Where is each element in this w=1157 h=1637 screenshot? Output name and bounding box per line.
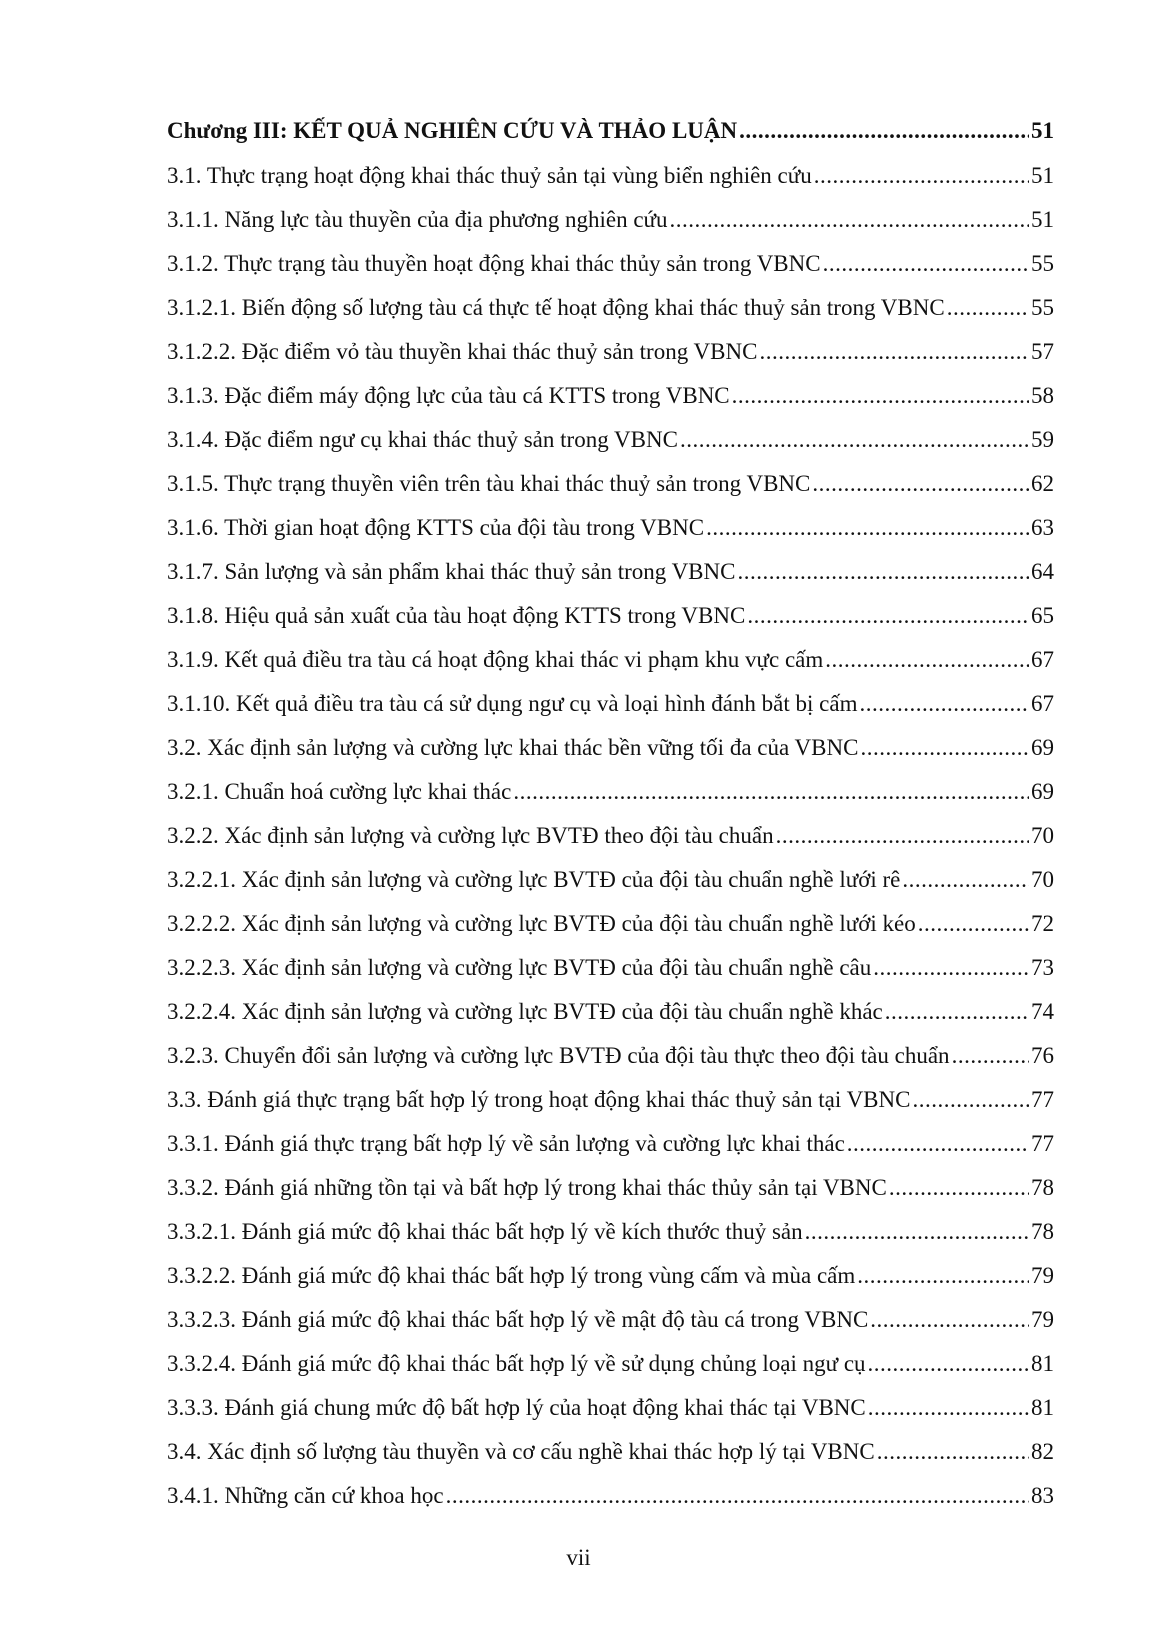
toc-entry-title: 3.4.1. Những căn cứ khoa học — [167, 1483, 444, 1508]
toc-entry[interactable] — [167, 990, 1054, 1034]
toc-entry-title: 3.3.2. Đánh giá những tồn tại và bất hợp lý trong khai thác thủy sản tại VBNC — [167, 1175, 887, 1200]
toc-entry-page: 83 — [1031, 1483, 1054, 1508]
toc-entry-page: 65 — [1031, 603, 1054, 628]
toc-entry-page: 55 — [1031, 295, 1054, 320]
toc-entry-page: 69 — [1031, 779, 1054, 804]
toc-dot-leader — [912, 1078, 1029, 1122]
toc-entry-title: 3.1.2.1. Biến động số lượng tàu cá thực tế hoạt động khai thác thuỷ sản trong VBNC — [167, 295, 945, 320]
toc-entry-page: 51 — [1031, 163, 1054, 188]
toc-entry-page: 64 — [1031, 559, 1054, 584]
toc-entry-title: 3.3.2.4. Đánh giá mức độ khai thác bất hợp lý về sử dụng chủng loại ngư cụ — [167, 1351, 866, 1376]
toc-dot-leader — [759, 330, 1029, 374]
toc-entry-title: Chương III: KẾT QUẢ NGHIÊN CỨU VÀ THẢO LUẬN — [167, 118, 738, 143]
toc-entry-page: 58 — [1031, 383, 1054, 408]
toc-entry-title: 3.3.1. Đánh giá thực trạng bất hợp lý về sản lượng và cường lực khai thác — [167, 1131, 845, 1156]
toc-entry-page: 79 — [1031, 1263, 1054, 1288]
toc-entry[interactable] — [167, 330, 1054, 374]
toc-entry-title: 3.1.5. Thực trạng thuyền viên trên tàu khai thác thuỷ sản trong VBNC — [167, 471, 811, 496]
toc-dot-leader — [706, 506, 1029, 550]
toc-dot-leader — [847, 1122, 1029, 1166]
toc-entry[interactable] — [167, 726, 1054, 770]
toc-dot-leader — [823, 242, 1029, 286]
toc-entry[interactable] — [167, 1342, 1054, 1386]
toc-dot-leader — [868, 1342, 1029, 1386]
toc-entry-title: 3.1.6. Thời gian hoạt động KTTS của đội tàu trong VBNC — [167, 515, 705, 540]
toc-entry-title: 3.1.4. Đặc điểm ngư cụ khai thác thuỷ sản trong VBNC — [167, 427, 678, 452]
toc-dot-leader — [889, 1166, 1029, 1210]
toc-entry[interactable] — [167, 418, 1054, 462]
toc-entry-page: 79 — [1031, 1307, 1054, 1332]
toc-entry-page: 78 — [1031, 1219, 1054, 1244]
toc-entry-page: 81 — [1031, 1351, 1054, 1376]
toc-entry[interactable] — [167, 506, 1054, 550]
toc-entry-page: 77 — [1031, 1131, 1054, 1156]
toc-dot-leader — [446, 1474, 1029, 1518]
toc-entry-title: 3.3.2.3. Đánh giá mức độ khai thác bất hợp lý về mật độ tàu cá trong VBNC — [167, 1307, 869, 1332]
toc-entry[interactable] — [167, 814, 1054, 858]
toc-entry-page: 62 — [1031, 471, 1054, 496]
toc-entry-page: 70 — [1031, 823, 1054, 848]
toc-entry[interactable] — [167, 374, 1054, 418]
toc-entry-title: 3.2.3. Chuyển đổi sản lượng và cường lực BVTĐ của đội tàu thực theo đội tàu chuẩn — [167, 1043, 950, 1068]
toc-entry[interactable] — [167, 242, 1054, 286]
toc-entry-title: 3.3.3. Đánh giá chung mức độ bất hợp lý của hoạt động khai thác tại VBNC — [167, 1395, 866, 1420]
toc-entry[interactable] — [167, 1474, 1054, 1518]
toc-entry-title: 3.1.7. Sản lượng và sản phẩm khai thác thuỷ sản trong VBNC — [167, 559, 736, 584]
toc-entry[interactable] — [167, 550, 1054, 594]
toc-entry-title: 3.1.2.2. Đặc điểm vỏ tàu thuyền khai thác thuỷ sản trong VBNC — [167, 339, 758, 364]
toc-dot-leader — [732, 374, 1029, 418]
toc-dot-leader — [739, 108, 1029, 154]
toc-entry[interactable] — [167, 858, 1054, 902]
toc-dot-leader — [737, 550, 1029, 594]
toc-entry-title: 3.3.2.1. Đánh giá mức độ khai thác bất hợp lý về kích thước thuỷ sản — [167, 1219, 803, 1244]
toc-entry[interactable] — [167, 1254, 1054, 1298]
toc-entry-title: 3.1.2. Thực trạng tàu thuyền hoạt động khai thác thủy sản trong VBNC — [167, 251, 821, 276]
toc-entry[interactable] — [167, 1386, 1054, 1430]
toc-entry-page: 82 — [1031, 1439, 1054, 1464]
toc-dot-leader — [776, 814, 1029, 858]
toc-entry[interactable] — [167, 1210, 1054, 1254]
toc-entry[interactable] — [167, 1034, 1054, 1078]
toc-dot-leader — [870, 1298, 1029, 1342]
toc-entry-page: 70 — [1031, 867, 1054, 892]
toc-entry-title: 3.2.2.4. Xác định sản lượng và cường lực BVTĐ của đội tàu chuẩn nghề khác — [167, 999, 883, 1024]
toc-entry-title: 3.2.2.3. Xác định sản lượng và cường lực BVTĐ của đội tàu chuẩn nghề câu — [167, 955, 872, 980]
toc-dot-leader — [947, 286, 1029, 330]
toc-entry[interactable] — [167, 682, 1054, 726]
toc-entry[interactable] — [167, 902, 1054, 946]
toc-entry[interactable] — [167, 594, 1054, 638]
toc-entry-page: 55 — [1031, 251, 1054, 276]
toc-entry-title: 3.2.2.1. Xác định sản lượng và cường lực BVTĐ của đội tàu chuẩn nghề lưới rê — [167, 867, 901, 892]
toc-entry-title: 3.1.10. Kết quả điều tra tàu cá sử dụng ngư cụ và loại hình đánh bắt bị cấm — [167, 691, 858, 716]
toc-dot-leader — [868, 1386, 1029, 1430]
toc-dot-leader — [680, 418, 1029, 462]
toc-entry[interactable] — [167, 1430, 1054, 1474]
toc-entry[interactable] — [167, 1166, 1054, 1210]
toc-chapter-heading[interactable] — [167, 108, 1054, 154]
toc-dot-leader — [513, 770, 1029, 814]
toc-dot-leader — [902, 858, 1029, 902]
toc-entry-title: 3.1.1. Năng lực tàu thuyền của địa phương nghiên cứu — [167, 207, 668, 232]
toc-entry-page: 81 — [1031, 1395, 1054, 1420]
toc-dot-leader — [812, 462, 1029, 506]
toc-entry[interactable] — [167, 198, 1054, 242]
page-number: vii — [566, 1545, 591, 1570]
toc-entry-page: 73 — [1031, 955, 1054, 980]
toc-entry-title: 3.2.2.2. Xác định sản lượng và cường lực BVTĐ của đội tàu chuẩn nghề lưới kéo — [167, 911, 916, 936]
toc-entry-title: 3.2.1. Chuẩn hoá cường lực khai thác — [167, 779, 512, 804]
toc-dot-leader — [805, 1210, 1029, 1254]
toc-entry[interactable] — [167, 1122, 1054, 1166]
toc-entry[interactable] — [167, 638, 1054, 682]
toc-entry-title: 3.4. Xác định số lượng tàu thuyền và cơ cấu nghề khai thác hợp lý tại VBNC — [167, 1439, 875, 1464]
toc-entry-title: 3.1.9. Kết quả điều tra tàu cá hoạt động khai thác vi phạm khu vực cấm — [167, 647, 824, 672]
toc-entry-title: 3.2.2. Xác định sản lượng và cường lực BVTĐ theo đội tàu chuẩn — [167, 823, 774, 848]
toc-entry[interactable] — [167, 1298, 1054, 1342]
toc-entry[interactable] — [167, 946, 1054, 990]
toc-entry-title: 3.1.8. Hiệu quả sản xuất của tàu hoạt động KTTS trong VBNC — [167, 603, 746, 628]
toc-dot-leader — [918, 902, 1029, 946]
toc-dot-leader — [877, 1430, 1029, 1474]
toc-entry-title: 3.1. Thực trạng hoạt động khai thác thuỷ sản tại vùng biển nghiên cứu — [167, 163, 812, 188]
toc-entry-page: 76 — [1031, 1043, 1054, 1068]
toc-entry-page: 67 — [1031, 647, 1054, 672]
toc-entry-title: 3.3.2.2. Đánh giá mức độ khai thác bất hợp lý trong vùng cấm và mùa cấm — [167, 1263, 856, 1288]
toc-entry-page: 78 — [1031, 1175, 1054, 1200]
toc-dot-leader — [814, 154, 1029, 198]
toc-dot-leader — [885, 990, 1029, 1034]
table-of-contents — [167, 108, 1054, 1518]
toc-entry-title: 3.2. Xác định sản lượng và cường lực khai thác bền vững tối đa của VBNC — [167, 735, 859, 760]
toc-dot-leader — [670, 198, 1030, 242]
toc-entry[interactable] — [167, 154, 1054, 198]
toc-entry-page: 51 — [1031, 207, 1054, 232]
toc-entry-page: 63 — [1031, 515, 1054, 540]
toc-dot-leader — [952, 1034, 1029, 1078]
toc-entry-page: 74 — [1031, 999, 1054, 1024]
toc-entry[interactable] — [167, 462, 1054, 506]
toc-entry-title: 3.3. Đánh giá thực trạng bất hợp lý trong hoạt động khai thác thuỷ sản tại VBNC — [167, 1087, 911, 1112]
toc-dot-leader — [860, 726, 1029, 770]
toc-entry-page: 59 — [1031, 427, 1054, 452]
toc-entry-page: 67 — [1031, 691, 1054, 716]
toc-entry[interactable] — [167, 286, 1054, 330]
toc-entry[interactable] — [167, 770, 1054, 814]
toc-dot-leader — [747, 594, 1029, 638]
toc-entry[interactable] — [167, 1078, 1054, 1122]
toc-entry-page: 72 — [1031, 911, 1054, 936]
toc-entry-title: 3.1.3. Đặc điểm máy động lực của tàu cá KTTS trong VBNC — [167, 383, 730, 408]
toc-dot-leader — [825, 638, 1029, 682]
toc-entry-page: 69 — [1031, 735, 1054, 760]
toc-entry-page: 77 — [1031, 1087, 1054, 1112]
toc-entry-page: 51 — [1031, 118, 1054, 143]
toc-dot-leader — [873, 946, 1029, 990]
toc-entry-page: 57 — [1031, 339, 1054, 364]
toc-dot-leader — [857, 1254, 1029, 1298]
toc-dot-leader — [859, 682, 1029, 726]
